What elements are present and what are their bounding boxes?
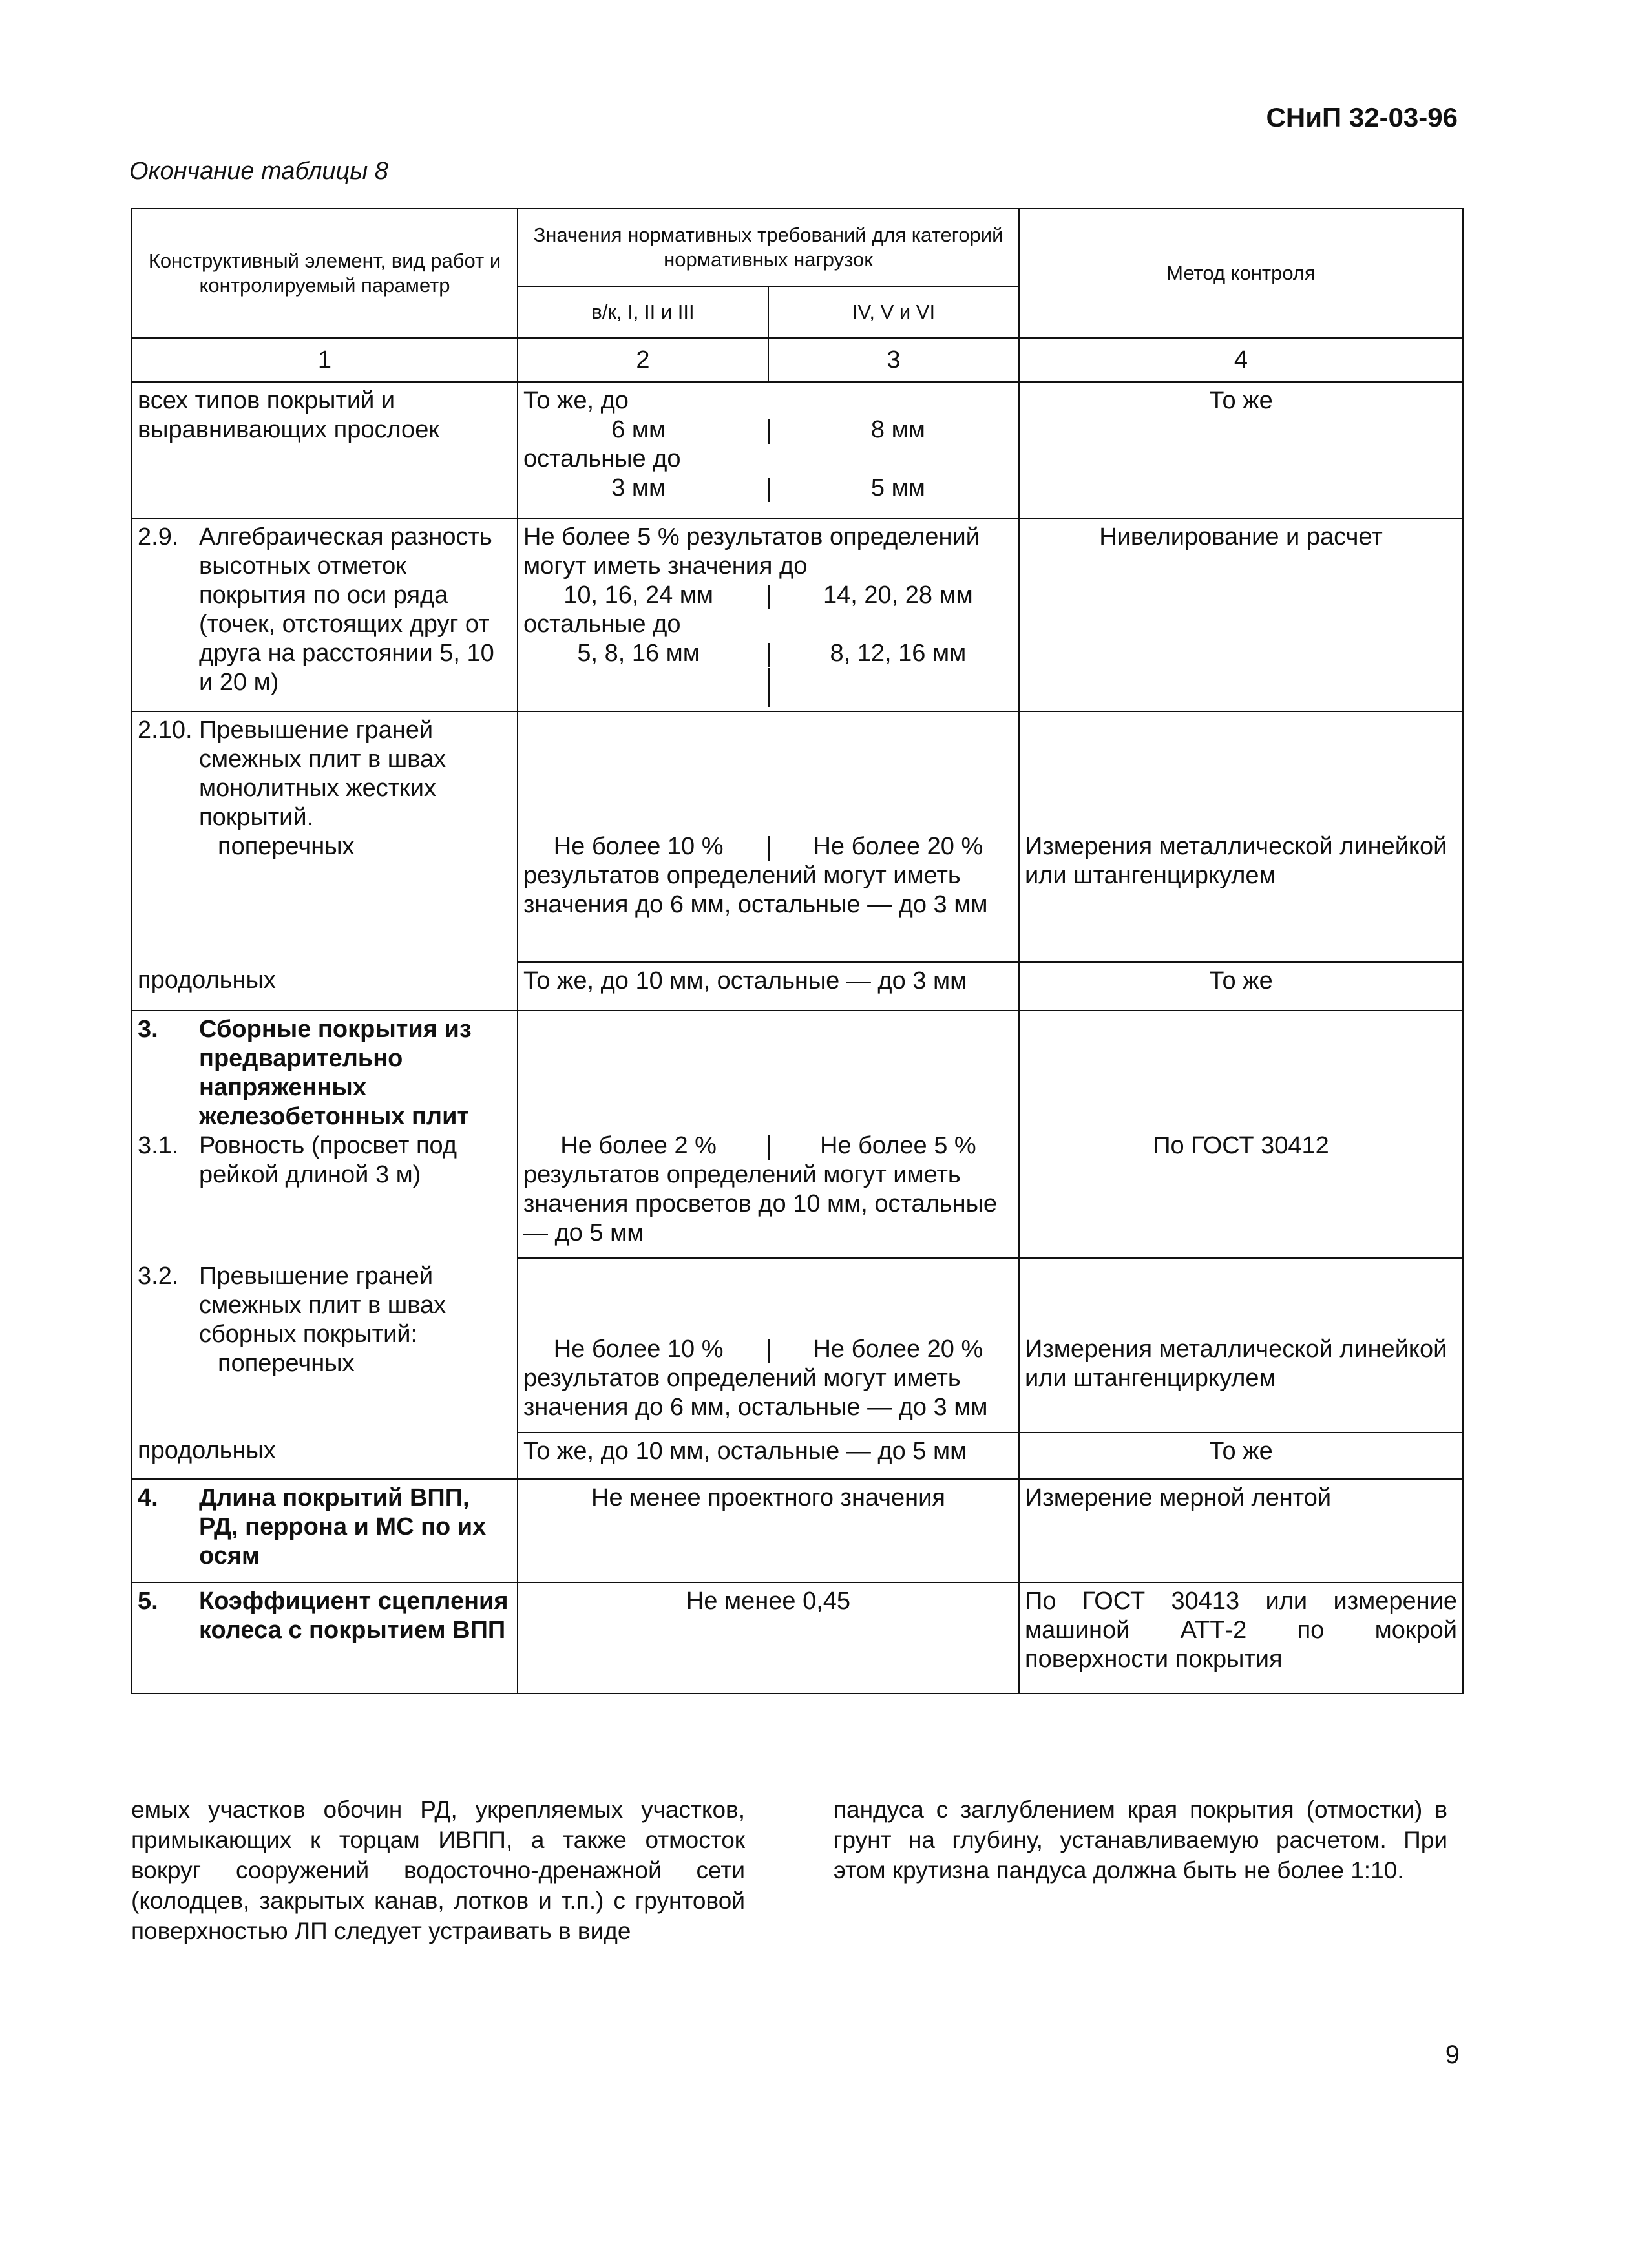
page-number: 9 <box>1445 2041 1460 2069</box>
col-number-1: 1 <box>132 338 518 382</box>
cont-line4-left: 3 мм <box>611 474 666 501</box>
col-number-4: 4 <box>1019 338 1463 382</box>
cont-param: всех типов покрытий и выравнивающих прослоек <box>132 382 518 518</box>
row-3-2-sub1-method-cell <box>1019 1258 1463 1433</box>
row-2-9-values <box>518 518 1019 711</box>
row-3-1-values-text: результатов определений могут иметь значения просветов до 10 мм, остальные — до 5 мм <box>523 1161 998 1246</box>
row-3-2-sub1-values <box>518 1258 1019 1433</box>
row-5-param <box>132 1582 518 1694</box>
document-code: СНиП 32-03-96 <box>1266 102 1458 132</box>
row-2-10-sub1-values <box>518 711 1019 962</box>
row-2-10-sub1-split <box>523 832 1013 861</box>
row-4-value: Не менее проектного значения <box>518 1479 1019 1582</box>
row-2-10-num: 2.10. <box>138 717 193 744</box>
row-3-2-sub1: поперечных <box>218 1350 355 1377</box>
row-2-10-sub1-method: Измерения металлической линейкой или штангенциркулем <box>1025 833 1447 889</box>
header-col1: Конструктивный элемент, вид работ и контролируемый параметр <box>132 209 518 338</box>
cont-line1: То же, до <box>523 387 629 414</box>
table-row-3-2-longitudinal <box>132 1433 1463 1479</box>
table-row-2-9 <box>132 518 1463 711</box>
row-3-1-method: По ГОСТ 30412 <box>1153 1132 1329 1159</box>
table-row-3-1 <box>132 1011 1463 1258</box>
table-row-4 <box>132 1479 1463 1582</box>
row-3-2-sub1-text: результатов определений могут иметь значения до 6 мм, остальные — до 3 мм <box>523 1365 988 1421</box>
header-col3: IV, V и VI <box>768 286 1019 338</box>
row-3-1-text: Ровность (просвет под рейкой длиной 3 м) <box>199 1132 457 1188</box>
row-2-10-sub1-left: Не более 10 % <box>553 833 724 860</box>
row-3-num: 3. <box>138 1016 158 1043</box>
row-3-2-sub2-text: То же, до 10 мм, остальные — до 5 мм <box>518 1433 1019 1479</box>
row-3-2-sub1-right: Не более 20 % <box>813 1336 983 1363</box>
table-row-2-10-longitudinal <box>132 962 1463 1011</box>
row-2-9-line3: остальные до <box>523 611 681 638</box>
row-5-num: 5. <box>138 1588 158 1615</box>
row-5-value: Не менее 0,45 <box>518 1582 1019 1694</box>
row-2-9-split-2 <box>523 639 1013 668</box>
row-2-9-line2-left: 10, 16, 24 мм <box>563 582 714 609</box>
row-2-9-divider <box>768 668 1013 707</box>
row-2-10-sub1-method-cell <box>1019 711 1463 962</box>
row-3-title: Сборные покрытия из предварительно напряженных железобетонных плит <box>199 1016 472 1130</box>
row-2-10-sub1: поперечных <box>218 833 355 860</box>
header-group: Значения нормативных требований для категорий нормативных нагрузок <box>518 209 1019 286</box>
row-3-1-left: Не более 2 % <box>560 1132 717 1159</box>
row-2-9-split-1 <box>523 581 1013 610</box>
row-5-method: По ГОСТ 30413 или измерение машиной АТТ-2 по мокрой поверхности покрытия <box>1019 1582 1463 1694</box>
row-3-2-text: Превышение граней смежных плит в швах сборных покрытий: <box>199 1263 446 1348</box>
row-2-9-line4-right: 8, 12, 16 мм <box>830 640 967 667</box>
row-2-9-line2-right: 14, 20, 28 мм <box>823 582 973 609</box>
cont-split-1 <box>523 415 1013 445</box>
row-3-2-sub1-left: Не более 10 % <box>553 1336 724 1363</box>
row-3-2-sub1-split <box>523 1335 1013 1364</box>
row-3-1-num: 3.1. <box>138 1132 179 1159</box>
row-2-10-sub1-right: Не более 20 % <box>813 833 983 860</box>
row-2-9-method: Нивелирование и расчет <box>1019 518 1463 711</box>
row-2-10-sub1-text: результатов определений могут иметь значения до 6 мм, остальные — до 3 мм <box>523 862 988 918</box>
table-row-3-2-transverse <box>132 1258 1463 1433</box>
row-3-2-sub2: продольных <box>132 1433 518 1479</box>
row-3-1-split <box>523 1131 1013 1160</box>
row-3-1-values <box>518 1011 1019 1258</box>
table-caption: Окончание таблицы 8 <box>129 158 388 185</box>
row-2-10-param <box>132 711 518 962</box>
body-text-left: емых участков обочин РД, укрепляемых участков, примыкающих к торцам ИВПП, а также отмосток вокруг сооружений водосточно-дренажной сети (колодцев, закрытых канав, лотков и т.п.) с грунтовой поверхностью ЛП следует устраивать в виде <box>131 1796 745 1944</box>
header-col2: в/к, I, II и III <box>518 286 768 338</box>
row-2-10-sub2: продольных <box>132 962 518 1011</box>
row-3-param <box>132 1011 518 1258</box>
row-2-9-num: 2.9. <box>138 523 179 551</box>
body-text-right: пандуса с заглублением края покрытия (отмостки) в грунт на глубину, устанавливаемую расчетом. При этом крутизна пандуса должна быть не более 1:10. <box>834 1796 1447 1884</box>
row-3-2-param <box>132 1258 518 1433</box>
row-3-2-sub2-method: То же <box>1019 1433 1463 1479</box>
cont-split-2 <box>523 474 1013 503</box>
cont-method: То же <box>1019 382 1463 518</box>
row-2-9-param <box>132 518 518 711</box>
row-2-10-sub2-method: То же <box>1019 962 1463 1011</box>
table-row-5 <box>132 1582 1463 1694</box>
row-2-9-line4-left: 5, 8, 16 мм <box>577 640 700 667</box>
col-number-3: 3 <box>768 338 1019 382</box>
cont-line4-right: 5 мм <box>870 474 925 501</box>
row-4-title: Длина покрытий ВПП, РД, перрона и МС по их осям <box>199 1484 487 1570</box>
row-3-1-method-cell <box>1019 1011 1463 1258</box>
cont-line2-right: 8 мм <box>870 416 925 443</box>
row-2-9-line1: Не более 5 % результатов определений могут иметь значения до <box>523 523 980 580</box>
row-3-2-sub1-method: Измерения металлической линейкой или штангенциркулем <box>1025 1336 1447 1392</box>
row-5-title: Коэффициент сцепления колеса с покрытием ВПП <box>199 1588 509 1644</box>
table-8 <box>131 208 1464 1694</box>
cont-line2-left: 6 мм <box>611 416 666 443</box>
cont-line3: остальные до <box>523 445 681 472</box>
row-4-num: 4. <box>138 1484 158 1511</box>
table-row-continuation <box>132 382 1463 518</box>
cont-values <box>518 382 1019 518</box>
header-col4: Метод контроля <box>1019 209 1463 338</box>
row-3-1-right: Не более 5 % <box>820 1132 976 1159</box>
row-4-param <box>132 1479 518 1582</box>
row-2-10-text: Превышение граней смежных плит в швах монолитных жестких покрытий. <box>199 717 446 831</box>
row-4-method: Измерение мерной лентой <box>1019 1479 1463 1582</box>
table-row-2-10-transverse <box>132 711 1463 962</box>
row-2-9-text: Алгебраическая разность высотных отметок покрытия по оси ряда (точек, отстоящих друг от друга на расстоянии 5, 10 и 20 м) <box>199 523 494 696</box>
row-3-2-num: 3.2. <box>138 1263 179 1290</box>
row-2-10-sub2-text: То же, до 10 мм, остальные — до 3 мм <box>518 962 1019 1011</box>
col-number-2: 2 <box>518 338 768 382</box>
